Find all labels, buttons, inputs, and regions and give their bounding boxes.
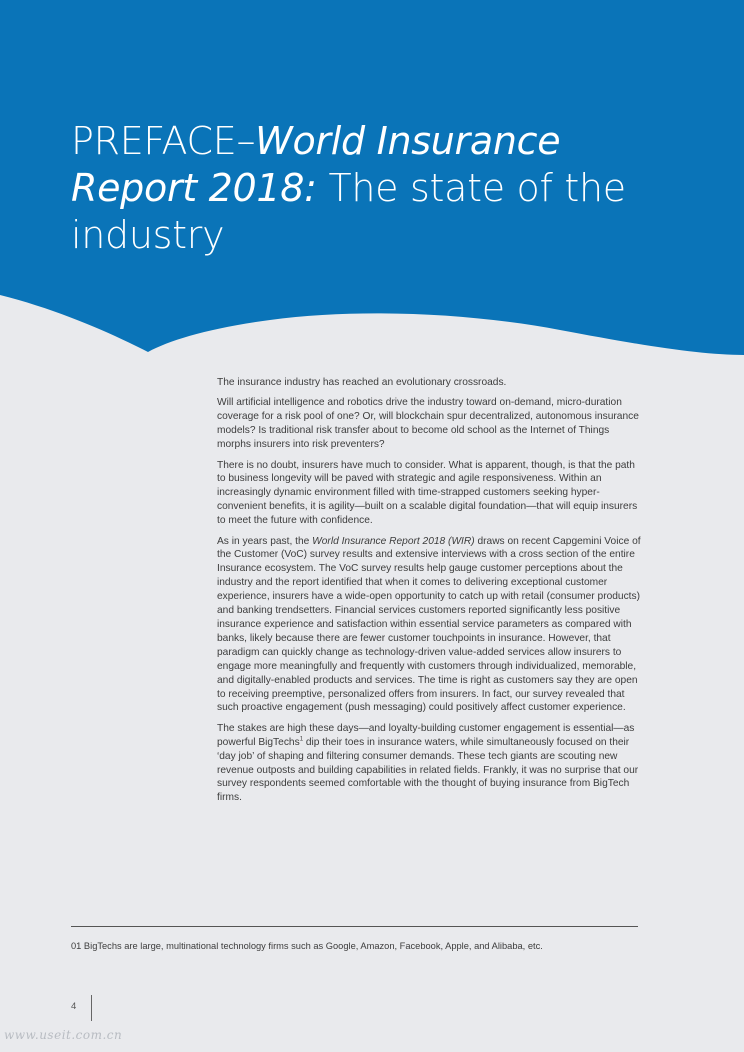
body-text <box>217 376 641 812</box>
page-number: 4 <box>71 1001 77 1012</box>
paragraph-4: As in years past, the World Insurance Report 2018 (WIR) draws on recent Capgemini Voice of the Customer (VoC) survey results and extensive interviews with a cross section of the entire Insurance ecosystem. The VoC survey results help gauge customer perceptions about the industry and the report identified that when it comes to delivering exceptional customer experience, insurers have a wide-open opportunity to catch up with retail (consumer products) and banking trendsetters. Financial services customers reported significantly less positive insurance experience and satisfaction within essential service parameters as compared with banks, likely because there are fewer customer touchpoints in insurance. However, that paradigm can quickly change as technology-driven value-added services allow insurers to engage more meaningfully and frequently with customers through individualized, memorable, and digitally-enabled products and services. The time is right as customers say they are open to receiving preemptive, personalized offers from insurers. In fact, our survey revealed that such proactive engagement (push messaging) could positively affect customer experience. <box>217 535 641 714</box>
paragraph-5: The stakes are high these days—and loyalty-building customer engagement is essential—as powerful BigTechs$^1$ dip their toes in insurance waters, while simultaneously focused on their ‘day job’ of shaping and filtering consumer demands. These tech giants are scouting new revenue outposts and building capabilities in related fields. Frankly, it was no surprise that our survey respondents seemed comfortable with the thought of buying insurance from BigTech firms. <box>217 722 639 804</box>
page-number-divider <box>91 995 92 1021</box>
paragraph-1: The insurance industry has reached an evolutionary crossroads. <box>217 377 507 388</box>
paragraph-2: Will artificial intelligence and robotics drive the industry toward on-demand, micro-duration coverage for a risk pool of one? Or, will blockchain spur decentralized, autonomous insurance models? Is traditional risk transfer about to become old school as the Internet of Things morphs insurers into risk preventers? <box>217 397 639 451</box>
title-suffix: The state of the industry <box>71 166 626 257</box>
title-report-name: World Insurance Report 2018: <box>71 119 561 210</box>
title-prefix: PREFACE– <box>71 119 256 163</box>
paragraph-3: There is no doubt, insurers have much to consider. What is apparent, though, is that the path to business longevity will be paved with strategic and agile responsiveness. Within an increasingly dynamic environment filled with time-strapped customers seeking hyper-convenient benefits, it is agility—built on a scalable digital foundation—that will equip insurers to meet the future with confidence. <box>217 459 638 527</box>
report-title-italic: World Insurance Report 2018 (WIR) <box>312 535 475 547</box>
page-title <box>71 118 671 259</box>
footnote-reference[interactable]: 1 <box>299 736 304 743</box>
footnote-divider <box>71 926 638 927</box>
footnote: 01 BigTechs are large, multinational technology firms such as Google, Amazon, Facebook, Apple, and Alibaba, etc. <box>71 941 543 951</box>
watermark: www.useit.com.cn <box>4 1028 123 1042</box>
